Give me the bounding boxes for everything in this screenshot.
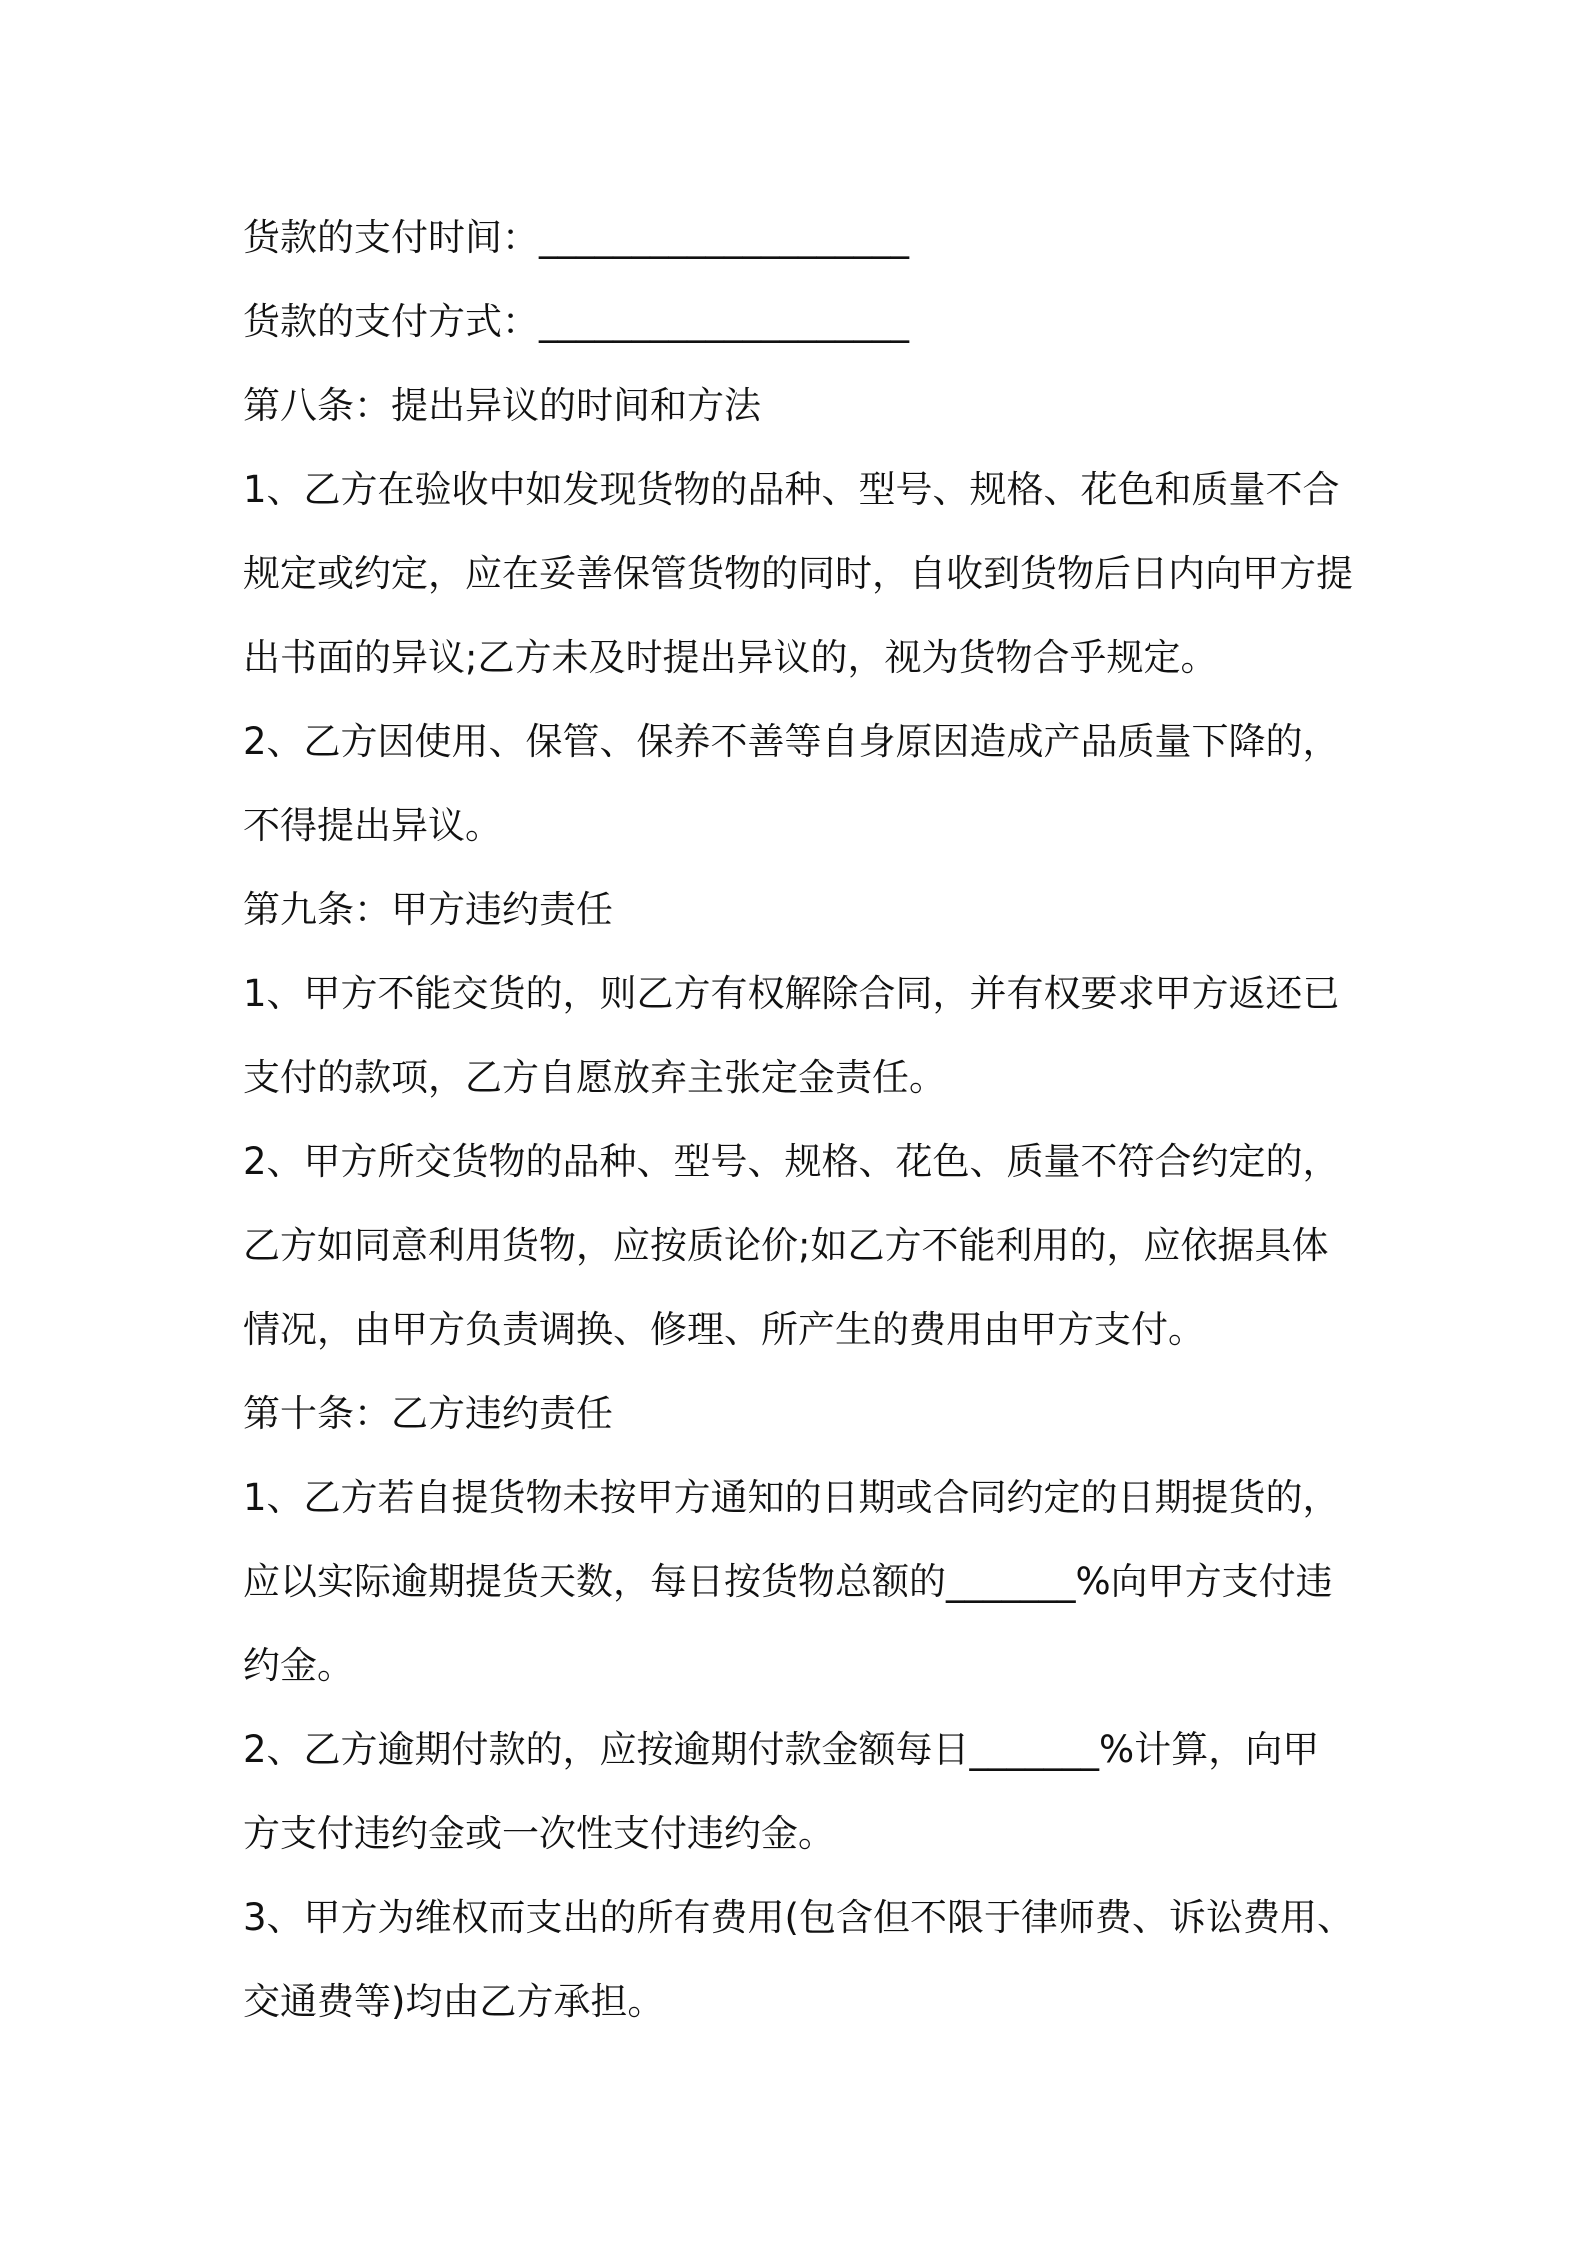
text-line: 不得提出异议。 — [243, 804, 502, 847]
text-line: 约金。 — [243, 1644, 354, 1687]
text-line: 1、乙方在验收中如发现货物的品种、型号、规格、花色和质量不合 — [243, 468, 1340, 511]
section-heading: 第十条：乙方违约责任 — [243, 1392, 613, 1435]
text-line: 3、甲方为维权而支出的所有费用(包含但不限于律师费、诉讼费用、 — [243, 1896, 1354, 1939]
text-line: 1、乙方若自提货物未按甲方通知的日期或合同约定的日期提货的， — [243, 1476, 1340, 1519]
section-heading: 第九条：甲方违约责任 — [243, 888, 613, 931]
text-line: 交通费等)均由乙方承担。 — [243, 1980, 665, 2023]
text-line: 2、甲方所交货物的品种、型号、规格、花色、质量不符合约定的， — [243, 1140, 1340, 1183]
text-line: 情况，由甲方负责调换、修理、所产生的费用由甲方支付。 — [243, 1308, 1205, 1351]
text-line: 应以实际逾期提货天数，每日按货物总额的_______%向甲方支付违 — [243, 1560, 1333, 1603]
document-body — [243, 196, 1373, 2044]
text-line: 支付的款项，乙方自愿放弃主张定金责任。 — [243, 1056, 946, 1099]
text-line: 货款的支付时间：____________________ — [243, 216, 909, 259]
text-line: 规定或约定，应在妥善保管货物的同时，自收到货物后日内向甲方提 — [243, 552, 1353, 595]
text-line: 2、乙方因使用、保管、保养不善等自身原因造成产品质量下降的， — [243, 720, 1340, 763]
text-line: 方支付违约金或一次性支付违约金。 — [243, 1812, 835, 1855]
section-heading: 第八条：提出异议的时间和方法 — [243, 384, 761, 427]
text-line: 1、甲方不能交货的，则乙方有权解除合同，并有权要求甲方返还已 — [243, 972, 1340, 1015]
text-line: 货款的支付方式：____________________ — [243, 300, 909, 343]
text-line: 2、乙方逾期付款的，应按逾期付款金额每日_______%计算，向甲 — [243, 1728, 1320, 1771]
text-line: 乙方如同意利用货物，应按质论价;如乙方不能利用的，应依据具体 — [243, 1224, 1329, 1267]
text-line: 出书面的异议;乙方未及时提出异议的，视为货物合乎规定。 — [243, 636, 1218, 679]
